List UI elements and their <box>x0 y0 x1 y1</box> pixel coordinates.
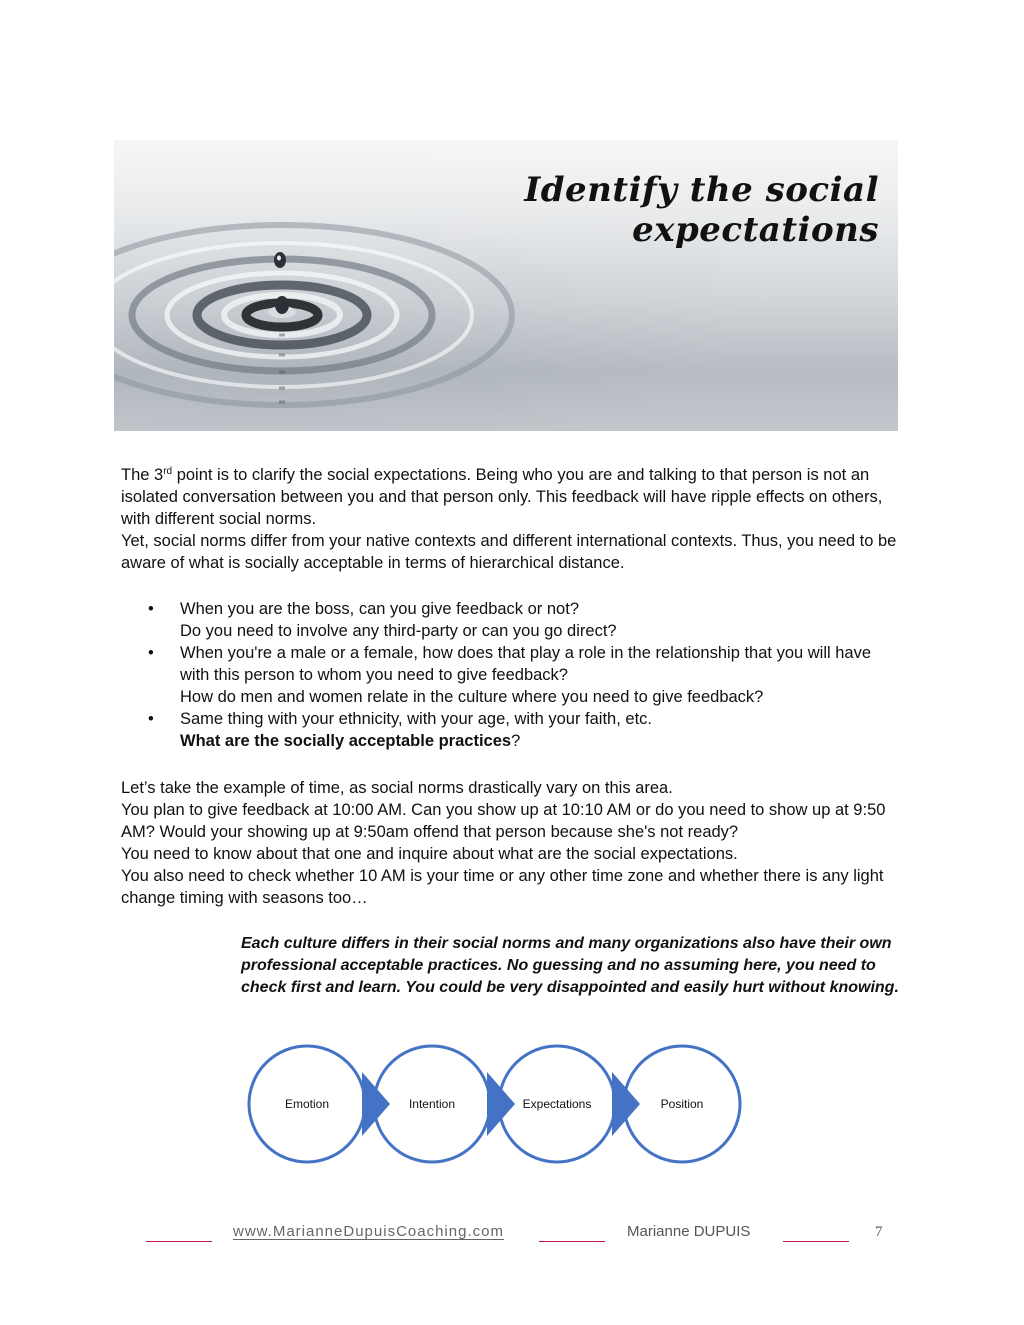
bullet-icon: • <box>148 600 154 618</box>
diagram-label-emotion: Emotion <box>284 1097 330 1111</box>
bullet-subtext: How do men and women relate in the culture where you need to give feedback? <box>180 688 764 706</box>
author-name: Marianne DUPUIS <box>627 1223 751 1240</box>
diagram-label-intention: Intention <box>408 1097 456 1111</box>
intro-text-start: The 3 <box>121 466 164 484</box>
intro-section <box>121 464 901 574</box>
website-link[interactable]: www.MarianneDupuisCoaching.com <box>233 1223 504 1240</box>
intro-paragraph <box>121 464 901 530</box>
example-line: You also need to check whether 10 AM is your time or any other time zone and whether there is any light change timing with seasons too… <box>121 867 884 907</box>
example-line: You plan to give feedback at 10:00 AM. Can you show up at 10:10 AM or do you need to show up at 9:50 AM? Would your showing up at 9:50am offend that person because she's not ready? <box>121 801 886 841</box>
bullet-text: When you are the boss, can you give feedback or not? <box>180 600 579 618</box>
diagram-label-position: Position <box>660 1097 704 1111</box>
page-title: Identify the social expectations <box>524 170 879 250</box>
page-footer <box>0 1222 1024 1246</box>
example-section <box>121 777 901 909</box>
list-item <box>121 708 901 752</box>
highlight-quote: Each culture differs in their social norms and many organizations also have their own professional acceptable practices. No guessing and no assuming here, you need to check first and learn. You could be very disappointed and easily hurt without knowing. <box>241 935 899 996</box>
intro-paragraph-2: Yet, social norms differ from your native contexts and different international contexts. Thus, you need to be aware of what is socially acceptable in terms of hierarchical distance. <box>121 532 897 572</box>
process-diagram <box>240 1040 750 1170</box>
intro-text-rest: point is to clarify the social expectations. Being who you are and talking to that person is not an isolated conversation between you and that person only. This feedback will have ripple effects on others, with different social norms. <box>121 466 883 528</box>
bullet-icon: • <box>148 644 154 662</box>
bullet-subtext: Do you need to involve any third-party or can you go direct? <box>180 622 617 640</box>
footer-divider <box>539 1241 605 1242</box>
bullet-icon: • <box>148 710 154 728</box>
bullet-list <box>121 598 901 752</box>
example-line: You need to know about that one and inquire about what are the social expectations. <box>121 845 738 863</box>
list-item <box>121 598 901 642</box>
bullet-text: When you're a male or a female, how does that play a role in the relationship that you will have with this person to whom you need to give feedback? <box>180 644 872 684</box>
page-number: 7 <box>875 1224 883 1240</box>
diagram-label-expectations: Expectations <box>522 1097 592 1111</box>
example-line: Let’s take the example of time, as social norms drastically vary on this area. <box>121 779 673 797</box>
bold-question: What are the socially acceptable practices <box>180 732 512 750</box>
header-banner <box>114 140 898 431</box>
question-mark: ? <box>511 732 521 750</box>
footer-divider <box>146 1241 212 1242</box>
footer-divider <box>783 1241 849 1242</box>
bullet-subtext <box>180 730 901 752</box>
list-item <box>121 642 901 708</box>
bullet-text: Same thing with your ethnicity, with your age, with your faith, etc. <box>180 710 652 728</box>
ordinal-superscript: rd <box>163 466 173 477</box>
